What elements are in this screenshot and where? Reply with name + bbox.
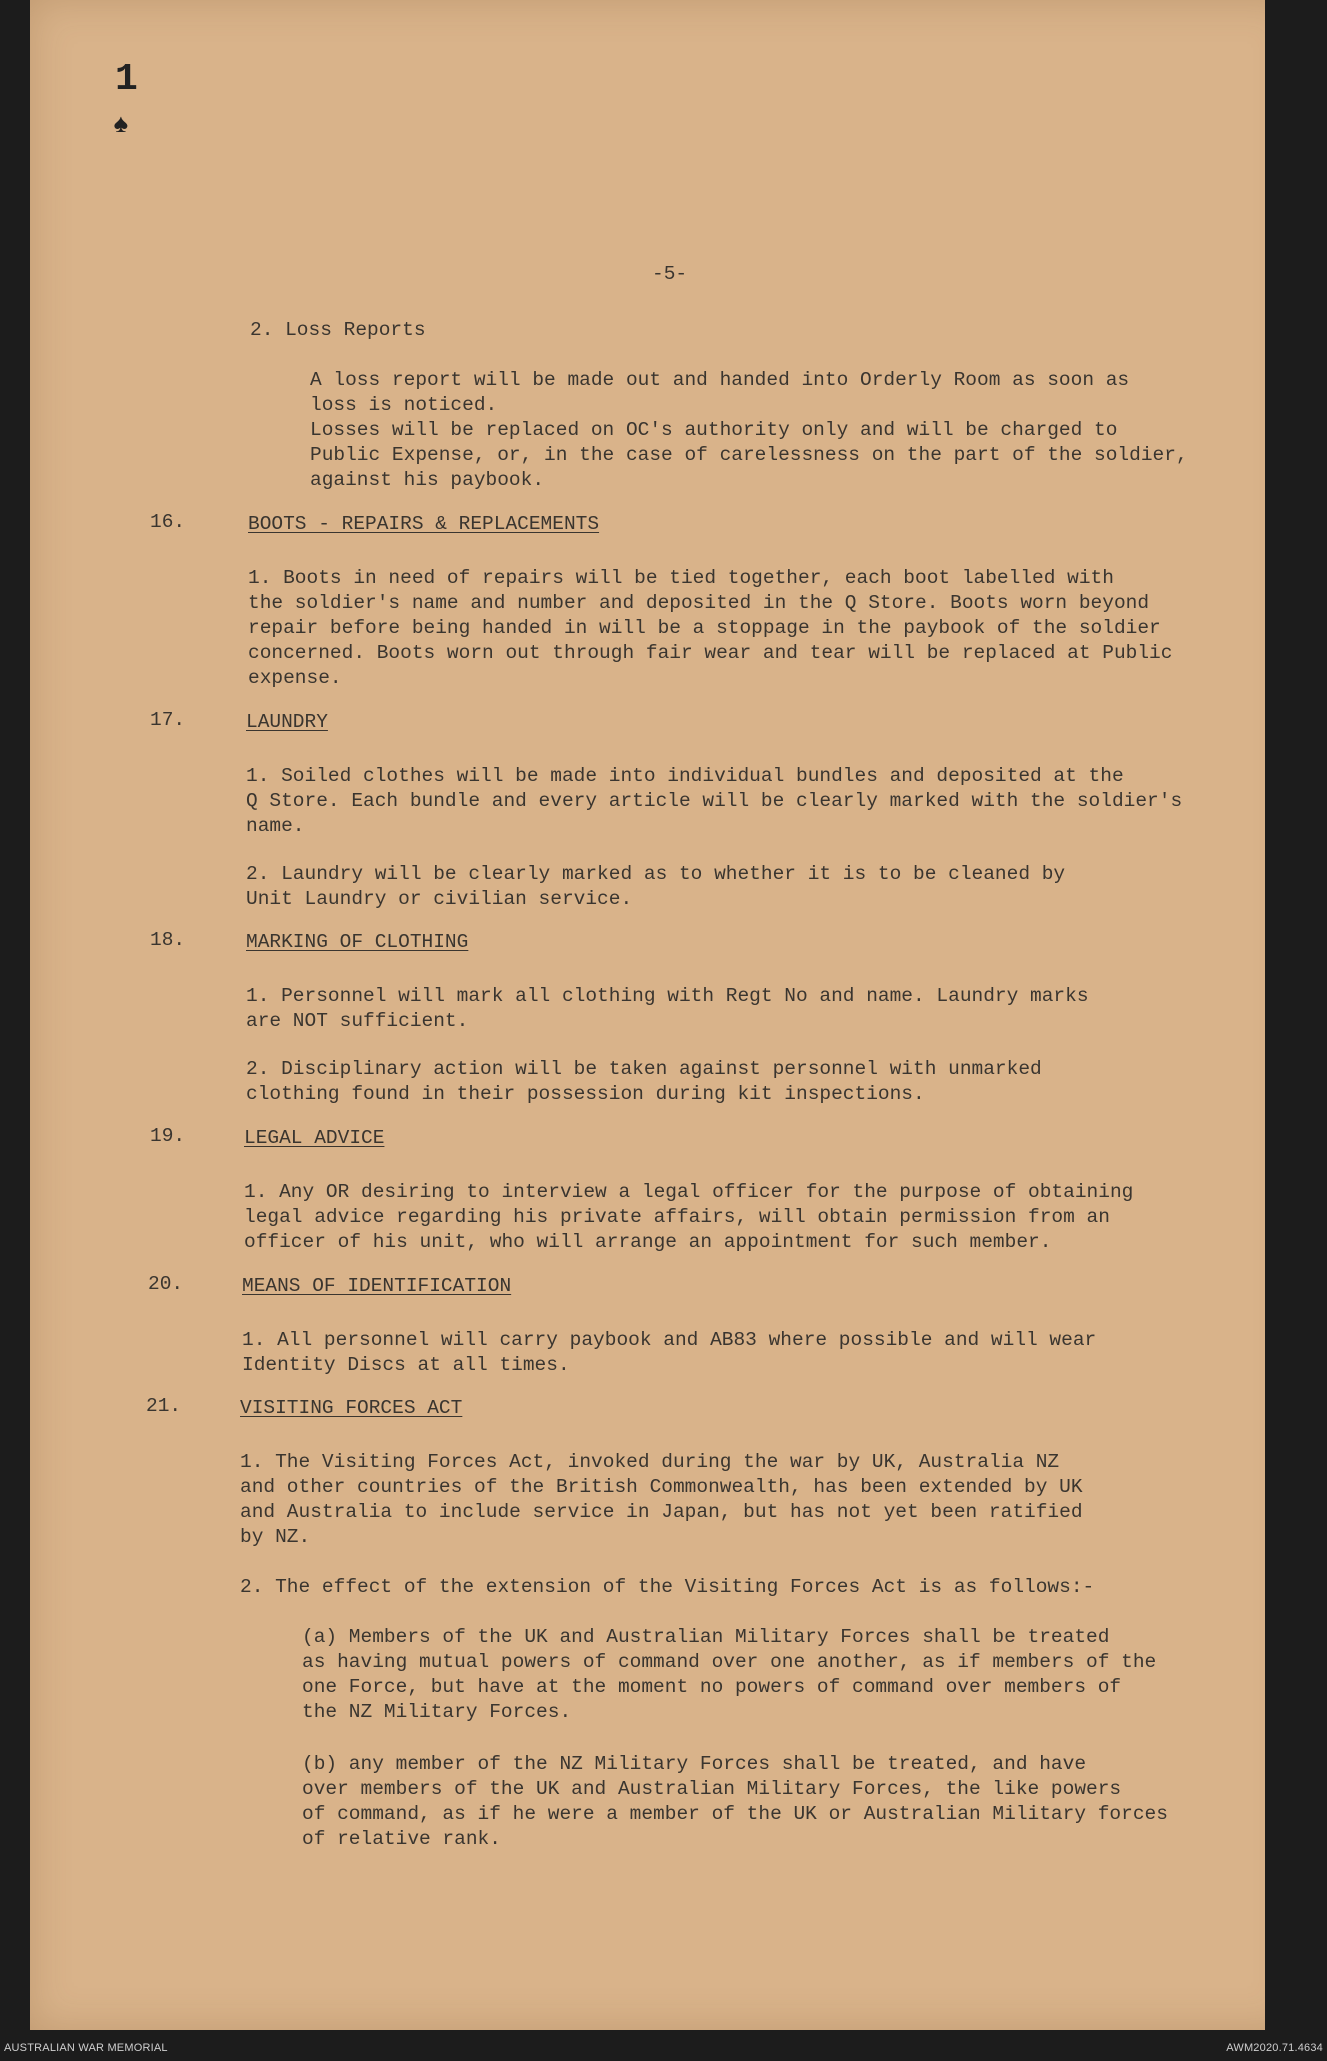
section-number: 19. bbox=[150, 1125, 186, 1147]
section-heading: VISITING FORCES ACT bbox=[240, 1397, 463, 1419]
text-line: against his paybook. bbox=[310, 469, 545, 491]
section-heading: LAUNDRY bbox=[246, 711, 328, 733]
text-line: 2. Disciplinary action will be taken against personnel with unmarked bbox=[246, 1058, 1042, 1080]
text-line: 2. Loss Reports bbox=[250, 319, 426, 341]
text-line: name. bbox=[246, 815, 305, 837]
section-number: 20. bbox=[148, 1273, 184, 1295]
page-number: -5- bbox=[652, 263, 688, 285]
text-line: 1. Boots in need of repairs will be tied together, each boot labelled with bbox=[248, 567, 1114, 589]
text-line: 1. Any OR desiring to interview a legal officer for the purpose of obtaining bbox=[244, 1181, 1134, 1203]
section-number: 17. bbox=[150, 709, 186, 731]
text-line: concerned. Boots worn out through fair wear and tear will be replaced at Public bbox=[248, 642, 1173, 664]
text-line: of relative rank. bbox=[302, 1828, 501, 1850]
text-line: 1. All personnel will carry paybook and AB83 where possible and will wear bbox=[242, 1329, 1097, 1351]
section-heading: MARKING OF CLOTHING bbox=[246, 931, 469, 953]
text-line: as having mutual powers of command over one another, as if members of the bbox=[302, 1651, 1157, 1673]
page-edge-shadow bbox=[1265, 0, 1295, 2030]
spade-mark-icon: ♠ bbox=[113, 110, 129, 140]
text-line: expense. bbox=[248, 667, 342, 689]
handwritten-mark: 1 bbox=[115, 58, 138, 101]
text-line: the soldier's name and number and deposited in the Q Store. Boots worn beyond bbox=[248, 592, 1150, 614]
text-line: are NOT sufficient. bbox=[246, 1010, 469, 1032]
section-number: 18. bbox=[150, 929, 186, 951]
section-heading: MEANS OF IDENTIFICATION bbox=[242, 1275, 512, 1297]
text-line: (b) any member of the NZ Military Forces shall be treated, and have bbox=[302, 1753, 1087, 1775]
document-page bbox=[30, 0, 1295, 2030]
text-line: loss is noticed. bbox=[310, 394, 498, 416]
text-line: Unit Laundry or civilian service. bbox=[246, 888, 633, 910]
text-line: 1. Soiled clothes will be made into individual bundles and deposited at the bbox=[246, 765, 1124, 787]
text-line: and other countries of the British Commonwealth, has been extended by UK bbox=[240, 1476, 1083, 1498]
text-line: officer of his unit, who will arrange an appointment for such member. bbox=[244, 1231, 1052, 1253]
text-line: repair before being handed in will be a stoppage in the paybook of the soldier bbox=[248, 617, 1161, 639]
text-line: over members of the UK and Australian Military Forces, the like powers bbox=[302, 1778, 1122, 1800]
text-line: clothing found in their possession during kit inspections. bbox=[246, 1083, 925, 1105]
text-line: 2. Laundry will be clearly marked as to whether it is to be cleaned by bbox=[246, 863, 1066, 885]
text-line: of command, as if he were a member of the UK or Australian Military forces bbox=[302, 1803, 1168, 1825]
text-line: 1. Personnel will mark all clothing with Regt No and name. Laundry marks bbox=[246, 985, 1089, 1007]
section-number: 16. bbox=[150, 511, 186, 533]
text-line: A loss report will be made out and handed into Orderly Room as soon as bbox=[310, 369, 1130, 391]
text-line: 1. The Visiting Forces Act, invoked during the war by UK, Australia NZ bbox=[240, 1451, 1060, 1473]
text-line: Identity Discs at all times. bbox=[242, 1354, 570, 1376]
text-line: the NZ Military Forces. bbox=[302, 1701, 572, 1723]
text-line: one Force, but have at the moment no powers of command over members of bbox=[302, 1676, 1122, 1698]
text-line: Q Store. Each bundle and every article will be clearly marked with the soldier's bbox=[246, 790, 1183, 812]
text-line: by NZ. bbox=[240, 1526, 311, 1548]
section-number: 21. bbox=[146, 1395, 182, 1417]
section-heading: BOOTS - REPAIRS & REPLACEMENTS bbox=[248, 513, 600, 535]
text-line: Public Expense, or, in the case of carelessness on the part of the soldier, bbox=[310, 444, 1188, 466]
section-heading: LEGAL ADVICE bbox=[244, 1127, 385, 1149]
text-line: Losses will be replaced on OC's authority only and will be charged to bbox=[310, 419, 1118, 441]
text-line: 2. The effect of the extension of the Visiting Forces Act is as follows:- bbox=[240, 1576, 1095, 1598]
text-line: and Australia to include service in Japan, but has not yet been ratified bbox=[240, 1501, 1083, 1523]
footer-left-credit: AUSTRALIAN WAR MEMORIAL bbox=[4, 2042, 168, 2054]
footer-right-id: AWM2020.71.4634 bbox=[1226, 2042, 1323, 2054]
text-line: legal advice regarding his private affairs, will obtain permission from an bbox=[244, 1206, 1110, 1228]
text-line: (a) Members of the UK and Australian Military Forces shall be treated bbox=[302, 1626, 1110, 1648]
